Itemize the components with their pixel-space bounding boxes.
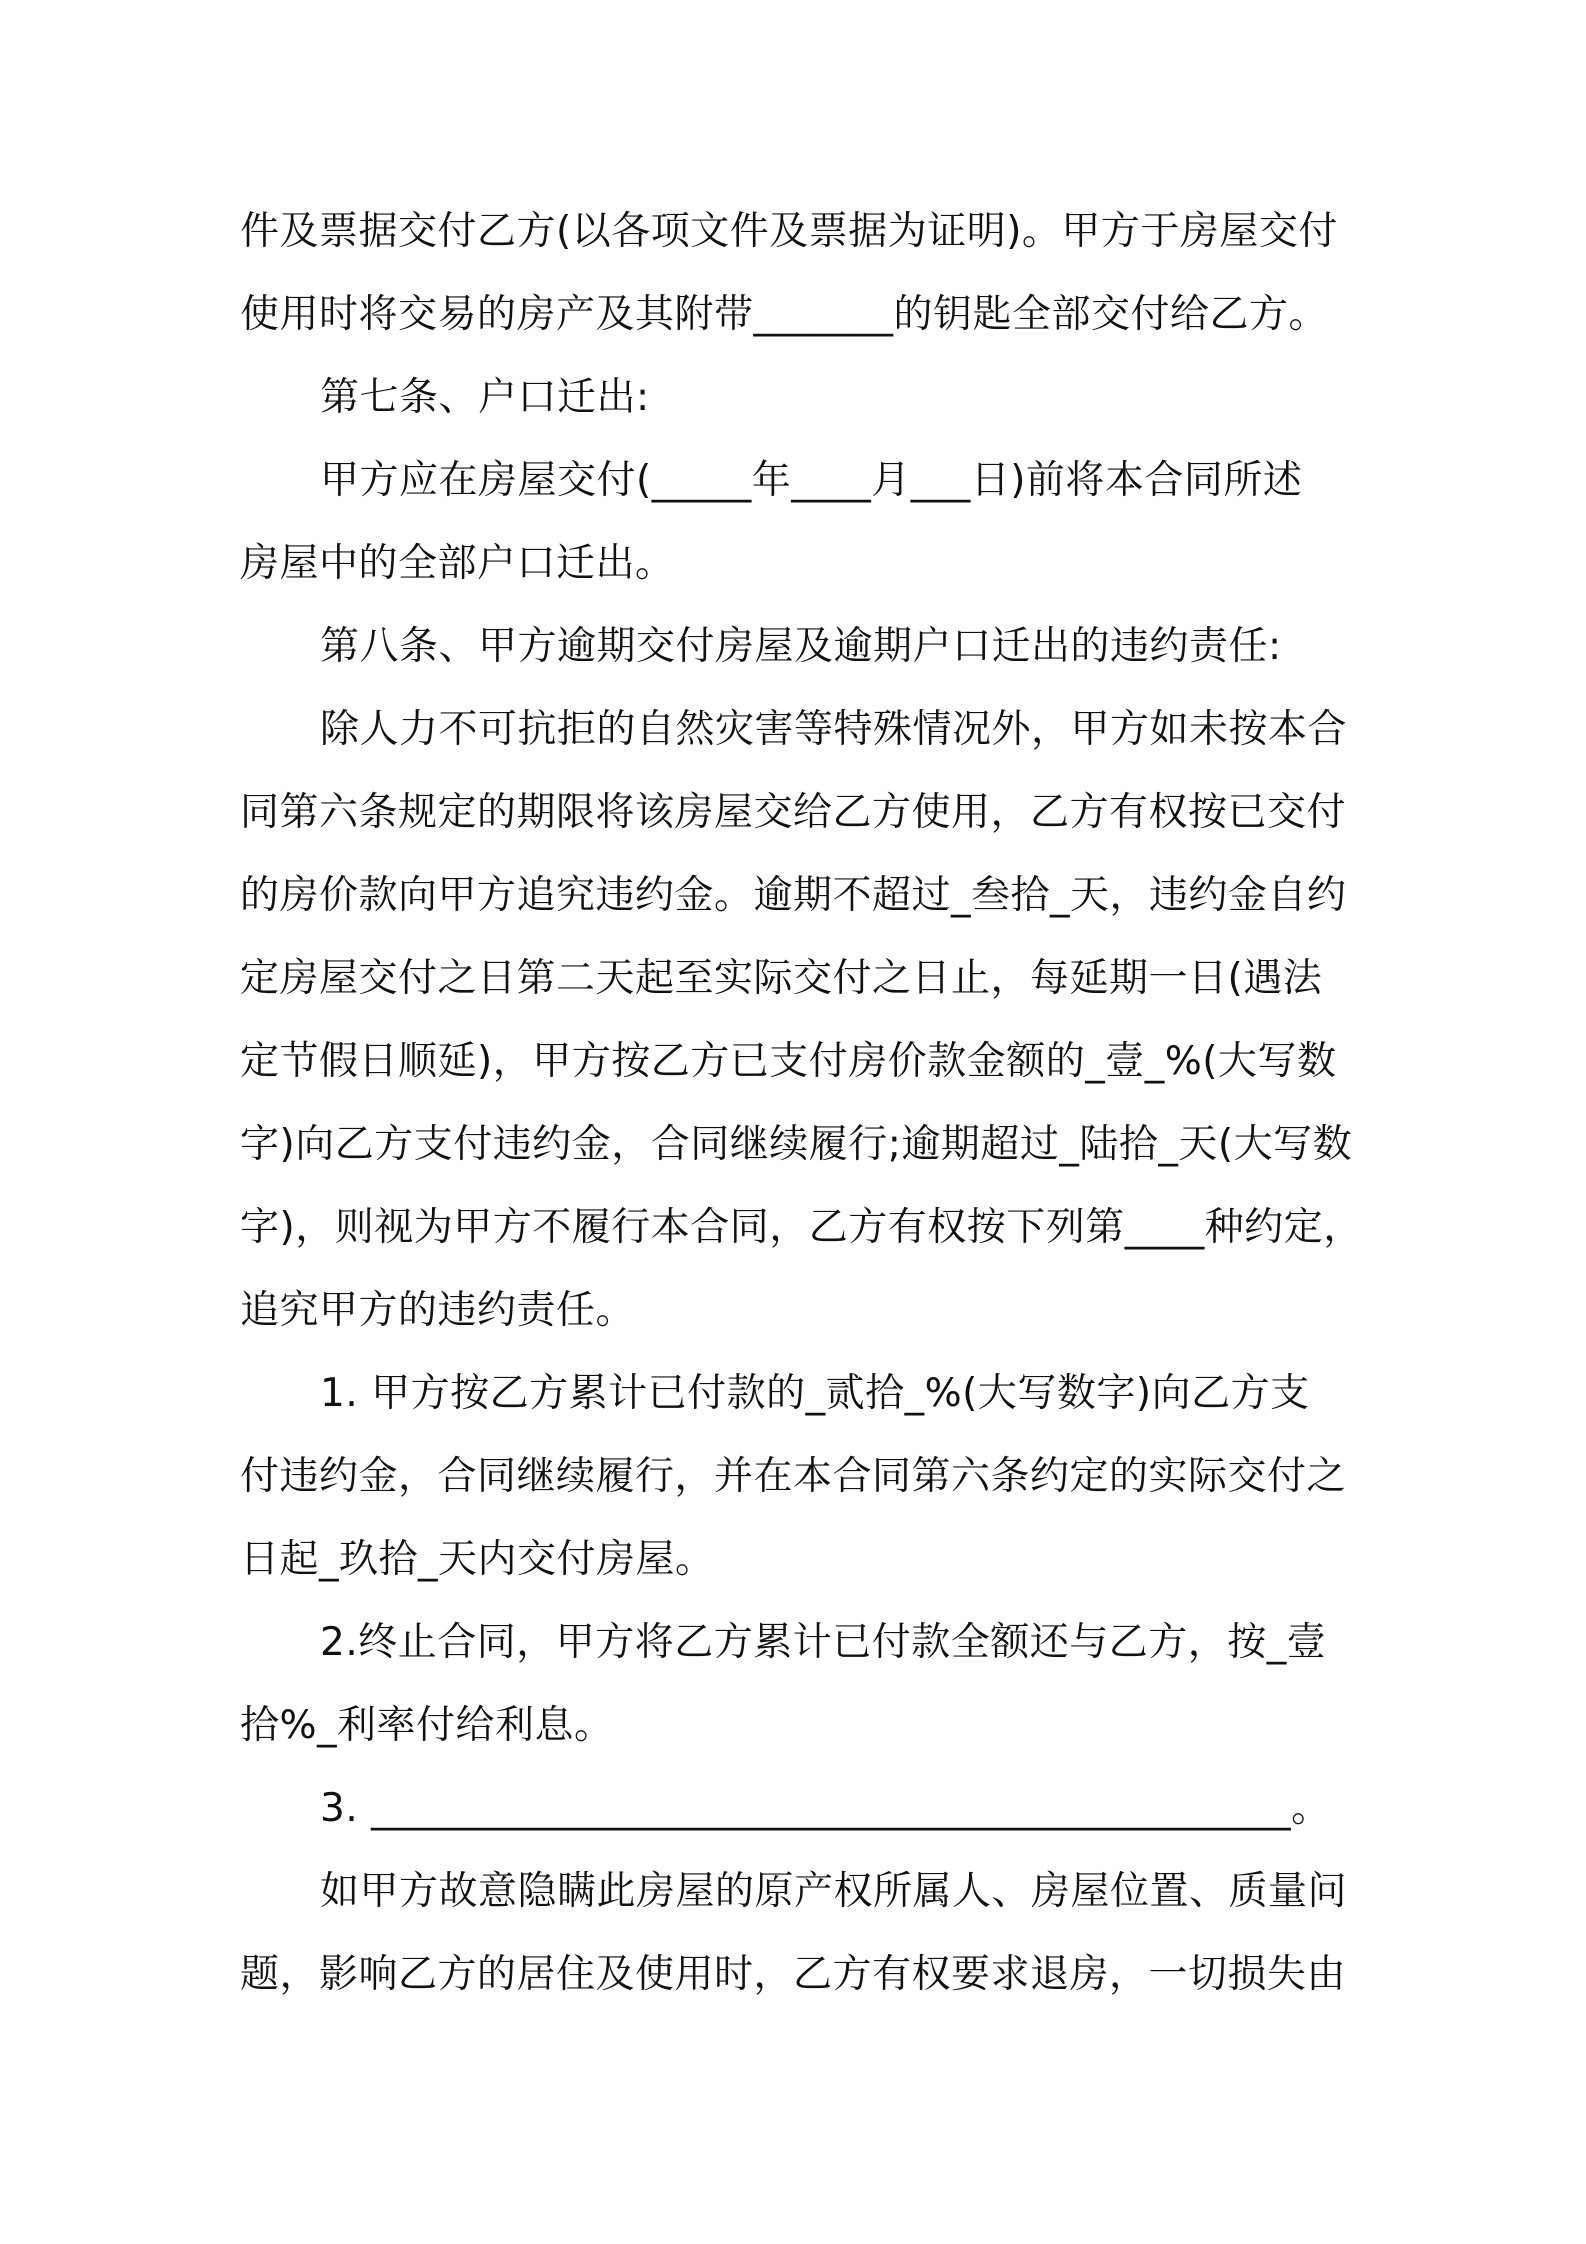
text-line: 定房屋交付之日第二天起至实际交付之日止，每延期一日(遇法 [240,956,1323,1001]
text-line: 使用时将交易的房产及其附带_______的钥匙全部交付给乙方。 [240,292,1329,337]
article-7-heading: 第七条、户口迁出: [320,375,650,420]
article-8-heading: 第八条、甲方逾期交付房屋及逾期户口迁出的违约责任: [320,624,1282,669]
text-line: 房屋中的全部户口迁出。 [240,541,675,586]
contract-text [240,190,1363,2016]
text-line: 字)向乙方支付违约金，合同继续履行;逾期超过_陆拾_天(大写数 [240,1122,1353,1167]
text-line: 拾%_利率付给利息。 [240,1703,614,1748]
text-line: 日起_玖拾_天内交付房屋。 [240,1537,715,1582]
text-line: 的房价款向甲方追究违约金。逾期不超过_叁拾_天，违约金自约 [240,873,1347,918]
text-line: 定节假日顺延)，甲方按乙方已支付房价款金额的_壹_%(大写数 [240,1039,1337,1084]
clause-1: 1. 甲方按乙方累计已付款的_贰拾_%(大写数字)向乙方支 [320,1371,1310,1416]
text-line: 甲方应在房屋交付(_____年____月___日)前将本合同所述 [320,458,1303,503]
text-line: 同第六条规定的期限将该房屋交给乙方使用，乙方有权按已交付 [240,790,1347,835]
text-line: 题，影响乙方的居住及使用时，乙方有权要求退房，一切损失由 [240,1952,1347,1997]
clause-3: 3. ______________________________________________。 [320,1786,1331,1831]
text-line: 字)，则视为甲方不履行本合同，乙方有权按下列第____种约定， [240,1205,1363,1250]
text-line: 件及票据交付乙方(以各项文件及票据为证明)。甲方于房屋交付 [240,209,1338,254]
text-line: 如甲方故意隐瞒此房屋的原产权所属人、房屋位置、质量问 [320,1869,1348,1914]
text-line: 除人力不可抗拒的自然灾害等特殊情况外，甲方如未按本合 [320,707,1348,752]
text-line: 付违约金，合同继续履行，并在本合同第六条约定的实际交付之 [240,1454,1347,1499]
clause-2: 2.终止合同，甲方将乙方累计已付款全额还与乙方，按_壹 [320,1620,1327,1665]
text-line: 追究甲方的违约责任。 [240,1288,636,1333]
